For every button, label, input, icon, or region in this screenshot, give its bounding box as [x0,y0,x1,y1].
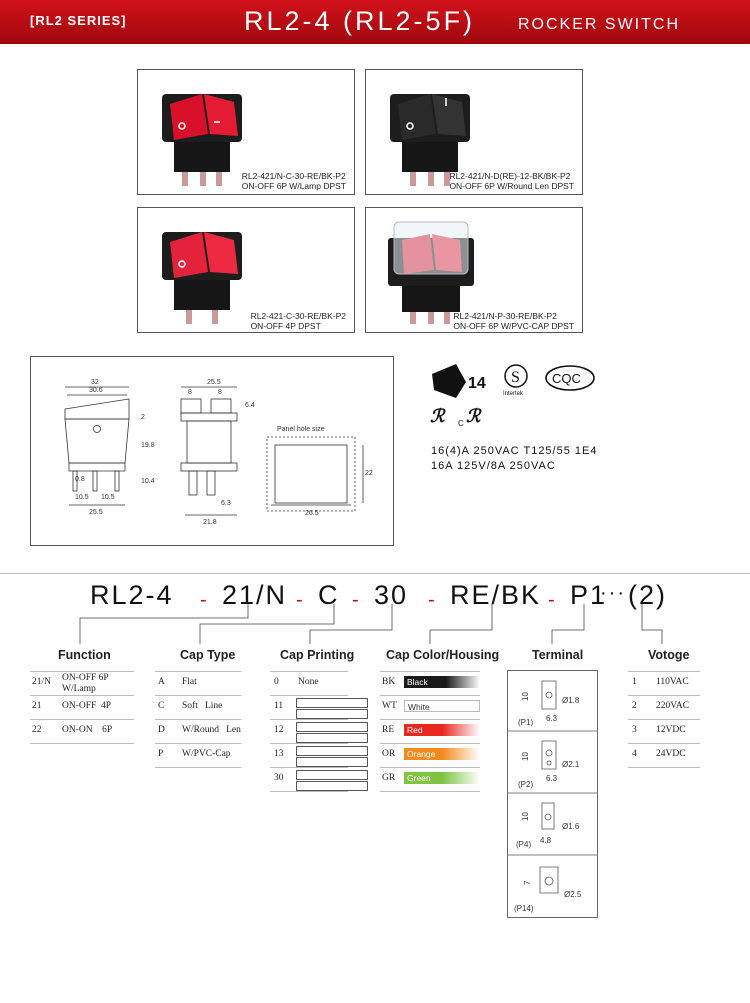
votoge-code: 2 [632,701,637,711]
svg-text:25.5: 25.5 [89,509,103,516]
color-swatch-orange: Orange [404,748,480,760]
svg-text:19.8: 19.8 [141,442,155,449]
cap-type-desc: W/PVC-Cap [182,749,231,759]
code-dash: - [352,589,359,611]
svg-text:6.3: 6.3 [546,714,558,723]
row-divider [270,719,348,720]
votoge-code: 1 [632,677,637,687]
code-cap-printing: 30 [374,580,409,610]
row-divider [155,695,241,696]
svg-text:ℛ: ℛ [430,406,445,426]
ul-logo [430,406,482,428]
section-terminal-title: Terminal [532,648,584,662]
rating-line-2: 16A 125V/8A 250VAC [431,460,556,472]
votoge-value: 220VAC [656,701,690,711]
svg-text:10.5: 10.5 [101,494,115,501]
intertek-s-logo [503,365,527,397]
product-desc: ON-OFF 4P DPST [250,321,321,331]
row-divider [270,671,348,672]
svg-text:10.4: 10.4 [141,478,155,485]
svg-text:2: 2 [141,414,145,421]
row-divider [30,695,134,696]
row-divider [30,671,134,672]
section-divider [0,573,750,574]
cap-type-code: P [158,749,164,759]
cap-printing-none: None [298,677,319,687]
function-desc: ON-OFF 6P W/Lamp [62,673,109,694]
row-divider [155,767,241,768]
color-swatch-black: Black [404,676,480,688]
svg-text:CQC: CQC [552,371,581,386]
product-photo-3 [137,207,355,333]
color-swatch-red: Red [404,724,480,736]
color-code: BK [382,677,396,687]
votoge-value: 24VDC [656,749,686,759]
product-model: RL2-421/N-C-30-RE/BK-P2 [241,171,346,181]
svg-text:10: 10 [521,692,530,701]
section-cap-color-title: Cap Color/Housing [386,648,500,662]
color-code: WT [382,701,397,711]
cqc-logo [546,366,594,390]
product-desc: ON-OFF 6P W/Round Len DPST [449,181,574,191]
series-tag: [RL2 SERIES] [30,13,127,28]
svg-text:10: 10 [521,752,530,761]
svg-text:26.5: 26.5 [305,510,319,517]
product-photo-2 [365,69,583,195]
section-cap-type-title: Cap Type [180,648,236,662]
cap-type-code: D [158,725,165,735]
enec-logo [432,364,486,398]
cap-type-desc: Soft Line [182,701,223,711]
svg-text:30.6: 30.6 [89,387,103,394]
row-divider [30,743,134,744]
cap-print-30-icon [296,770,368,791]
code-voltage: (2) [628,580,667,610]
section-function-title: Function [58,648,111,662]
svg-text:10: 10 [521,812,530,821]
svg-text:Intertek: Intertek [503,391,524,397]
drawing-dimension-labels [75,379,373,526]
rocker-switch-4p-image [152,214,262,326]
rocker-switch-pvc-cap-image [380,214,490,326]
row-divider [380,791,480,792]
row-divider [270,767,348,768]
svg-text:14: 14 [468,375,486,392]
code-function: 21/N [222,580,288,610]
row-divider [270,791,348,792]
cap-printing-code: 13 [274,749,284,759]
row-divider [270,695,348,696]
dimension-drawing [30,356,394,546]
row-divider [155,671,241,672]
row-divider [270,743,348,744]
code-terminal: P1 [570,580,608,610]
row-divider [380,719,480,720]
terminal-table [507,670,598,918]
cap-type-code: A [158,677,165,687]
svg-text:S: S [511,369,520,386]
connector-lines [0,600,750,650]
row-divider [628,695,700,696]
certification-marks [428,360,618,432]
row-divider [30,719,134,720]
product-photo-4 [365,207,583,333]
svg-text:8: 8 [188,389,192,396]
function-desc: ON-ON 6P [62,725,113,735]
terminal-label: (P4) [516,840,532,849]
product-desc: ON-OFF 6P W/PVC-CAP DPST [453,321,574,331]
row-divider [380,743,480,744]
cap-type-desc: Flat [182,677,197,687]
code-dash: - [548,589,555,611]
row-divider [628,743,700,744]
color-code: GR [382,773,396,783]
votoge-code: 4 [632,749,637,759]
cap-print-12-icon [296,722,368,743]
terminal-label: (P1) [518,718,534,727]
svg-text:6.3: 6.3 [546,774,558,783]
svg-text:6.4: 6.4 [245,402,255,409]
cap-printing-code: 12 [274,725,284,735]
color-swatch-white: White [404,700,480,712]
svg-text:Panel hole size: Panel hole size [277,426,325,433]
rating-line-1: 16(4)A 250VAC T125/55 1E4 [431,445,598,457]
cap-print-11-icon [296,698,368,719]
svg-text:Ø1.8: Ø1.8 [562,696,580,705]
row-divider [155,743,241,744]
product-desc: ON-OFF 6P W/Lamp DPST [241,181,346,191]
svg-text:32: 32 [91,379,99,386]
svg-text:0.8: 0.8 [75,476,85,483]
section-votoge-title: Votoge [648,648,690,662]
svg-text:6.3: 6.3 [221,500,231,507]
row-divider [380,671,480,672]
color-swatch-green: Green [404,772,480,784]
row-divider [380,767,480,768]
product-model: RL2-421/N-D(RE)-12-BK/BK-P2 [449,171,571,181]
function-code: 21 [32,701,42,711]
cap-type-desc: W/Round Len [182,725,241,735]
votoge-value: 12VDC [656,725,686,735]
product-model: RL2-421/N-P-30-RE/BK-P2 [453,311,557,321]
svg-text:7: 7 [523,880,532,885]
model-title: RL2-4 (RL2-5F) [244,6,476,36]
terminal-label: (P14) [514,904,534,913]
svg-text:C: C [458,419,464,428]
svg-text:4.8: 4.8 [540,836,552,845]
function-code: 22 [32,725,42,735]
color-code: RE [382,725,395,735]
svg-text:Ø2.1: Ø2.1 [562,760,580,769]
svg-text:Ø1.6: Ø1.6 [562,822,580,831]
code-dots: ··· [600,582,626,604]
terminal-label: (P2) [518,780,534,789]
code-dash: - [296,589,303,611]
votoge-value: 110VAC [656,677,689,687]
code-dash: - [428,589,435,611]
svg-text:ℛ: ℛ [466,406,481,426]
cap-printing-code: 11 [274,701,284,711]
cap-printing-code: 30 [274,773,284,783]
terminal-drawings [508,671,597,917]
svg-text:10.5: 10.5 [75,494,89,501]
cap-type-code: C [158,701,165,711]
function-desc: ON-OFF 4P [62,701,112,711]
svg-text:22: 22 [365,470,373,477]
code-cap-type: C [318,580,340,610]
code-series: RL2-4 [90,580,174,610]
row-divider [155,719,241,720]
product-photo-1 [137,69,355,195]
product-model: RL2-421-C-30-RE/BK-P2 [250,311,346,321]
svg-text:21.8: 21.8 [203,519,217,526]
cap-print-13-icon [296,746,368,767]
cap-printing-code: 0 [274,677,279,687]
dimension-drawing-svg [31,357,393,545]
votoge-code: 3 [632,725,637,735]
product-subtitle: ROCKER SWITCH [518,16,680,33]
function-code: 21/N [32,677,51,687]
svg-text:8: 8 [218,389,222,396]
code-dash: - [200,589,207,611]
svg-text:Ø2.5: Ø2.5 [564,890,582,899]
section-cap-printing-title: Cap Printing [280,648,355,662]
color-code: OR [382,749,396,759]
row-divider [628,767,700,768]
svg-text:25.5: 25.5 [207,379,221,386]
row-divider [628,671,700,672]
code-color: RE/BK [450,580,542,610]
row-divider [380,695,480,696]
row-divider [628,719,700,720]
